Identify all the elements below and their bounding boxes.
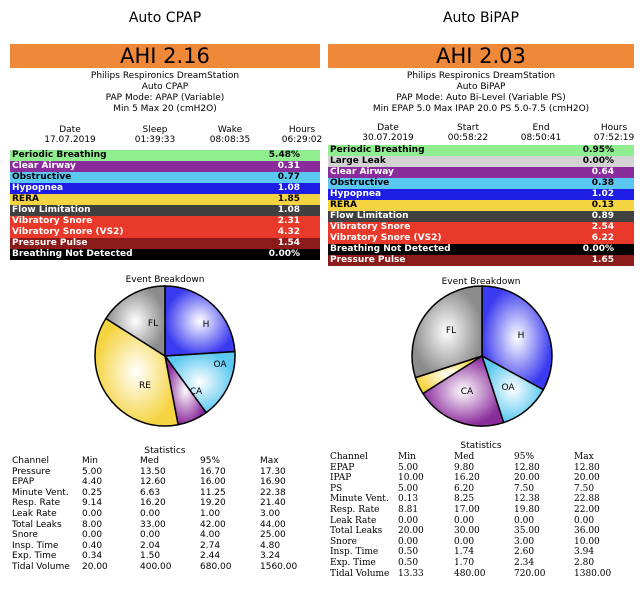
- event-row: [10, 238, 320, 249]
- event-row: [10, 205, 320, 216]
- statistics-header-cell: 95%: [514, 452, 535, 462]
- statistics-cell: 42.00: [200, 519, 226, 530]
- statistics-cell: 6.20: [454, 483, 475, 494]
- statistics-cell: EPAP: [330, 462, 355, 473]
- statistics-cell: 19.80: [514, 504, 540, 515]
- event-row: [328, 145, 634, 156]
- statistics-cell: 0.25: [82, 487, 103, 498]
- statistics-cell: 9.80: [454, 462, 475, 473]
- statistics-cell: 8.25: [454, 494, 475, 505]
- event-label: Pressure Pulse: [330, 255, 406, 265]
- statistics-row: [10, 488, 320, 499]
- event-value: 1.08: [277, 183, 300, 193]
- event-label: Vibratory Snore (VS2): [12, 227, 124, 237]
- session-header-label: Hours: [288, 125, 316, 135]
- statistics-cell: 9.14: [82, 498, 103, 509]
- device-info-line: PAP Mode: Auto Bi-Level (Variable PS): [396, 93, 566, 103]
- statistics-row: [328, 494, 634, 505]
- statistics-cell: 16.20: [454, 473, 480, 484]
- event-label: Obstructive: [12, 172, 72, 182]
- session-header-label: Sleep: [142, 125, 168, 135]
- event-value: 0.89: [591, 211, 614, 221]
- statistics-row: [328, 505, 634, 516]
- statistics-header-cell: Channel: [330, 452, 368, 462]
- event-value: 0.77: [277, 172, 300, 182]
- statistics-cell: 2.34: [514, 557, 535, 568]
- statistics-cell: 4.00: [200, 530, 221, 541]
- statistics-cell: 2.80: [574, 557, 595, 568]
- device-info-line: Auto BiPAP: [456, 82, 506, 92]
- session-header-value: 08:08:35: [209, 135, 251, 145]
- statistics-cell: 36.00: [574, 526, 600, 537]
- event-label: Obstructive: [330, 178, 390, 188]
- session-header-value: 00:58:22: [447, 133, 489, 143]
- device-info-line: Philips Respironics DreamStation: [406, 71, 556, 81]
- statistics-cell: IPAP: [330, 473, 352, 484]
- event-index-list: [328, 145, 634, 266]
- event-label: Flow Limitation: [12, 205, 91, 215]
- statistics-cell: 21.40: [260, 498, 286, 509]
- event-row: [10, 183, 320, 194]
- statistics-cell: 5.00: [398, 462, 419, 473]
- statistics-cell: Minute Vent.: [12, 487, 69, 498]
- statistics-row: [10, 477, 320, 488]
- statistics-row: [328, 569, 634, 580]
- statistics-cell: 2.44: [200, 551, 221, 562]
- statistics-row: [328, 526, 634, 537]
- statistics-cell: Exp. Time: [330, 557, 376, 568]
- event-row: [10, 161, 320, 172]
- statistics-cell: 3.00: [514, 536, 535, 547]
- statistics-cell: Exp. Time: [12, 551, 57, 562]
- event-index-list: [10, 150, 320, 260]
- ahi-banner: AHI 2.16: [10, 44, 320, 68]
- statistics-cell: 20.00: [82, 561, 108, 572]
- event-label: Breathing Not Detected: [12, 249, 133, 259]
- statistics-header-cell: Max: [574, 452, 594, 462]
- event-row: [328, 233, 634, 244]
- statistics-row: [10, 467, 320, 478]
- event-label: Clear Airway: [330, 167, 394, 177]
- statistics-cell: 4.40: [82, 477, 103, 488]
- statistics-title: Statistics: [144, 446, 186, 456]
- statistics-header-cell: Channel: [12, 456, 49, 466]
- session-header-label: Wake: [217, 125, 243, 135]
- pie-slice-label: RE: [139, 381, 151, 391]
- statistics-header-cell: Min: [398, 452, 416, 462]
- event-label: Large Leak: [330, 156, 386, 166]
- event-label: Flow Limitation: [330, 211, 409, 221]
- event-value: 5.48%: [268, 150, 300, 160]
- statistics-cell: 480.00: [454, 568, 486, 579]
- statistics-cell: 16.90: [260, 477, 286, 488]
- statistics-cell: Tidal Volume: [12, 561, 70, 572]
- statistics-cell: 0.00: [398, 515, 419, 526]
- statistics-cell: 22.88: [574, 494, 600, 505]
- statistics-cell: 17.30: [260, 466, 286, 477]
- event-value: 1.54: [277, 238, 300, 248]
- statistics-cell: 7.50: [514, 483, 535, 494]
- event-label: Hypopnea: [330, 189, 382, 199]
- statistics-cell: Tidal Volume: [330, 568, 390, 579]
- event-label: Clear Airway: [12, 161, 76, 171]
- statistics-row: [328, 558, 634, 569]
- event-label: Periodic Breathing: [12, 150, 107, 160]
- panel-title: Auto BiPAP: [442, 10, 519, 26]
- statistics-cell: Pressure: [12, 466, 51, 477]
- device-info-line: Min EPAP 5.0 Max IPAP 20.0 PS 5.0-7.5 (cmH2O): [372, 104, 590, 114]
- statistics-table: [328, 452, 634, 579]
- device-info-line: Auto CPAP: [141, 82, 189, 92]
- statistics-cell: Resp. Rate: [330, 504, 380, 515]
- statistics-cell: 20.00: [514, 473, 540, 484]
- statistics-cell: 10.00: [574, 536, 600, 547]
- event-value: 0.13: [591, 200, 614, 210]
- statistics-cell: 0.50: [398, 547, 419, 558]
- session-header-label: Date: [377, 123, 399, 133]
- event-breakdown-title: Event Breakdown: [441, 277, 521, 287]
- statistics-row: [328, 484, 634, 495]
- statistics-row: [328, 537, 634, 548]
- event-value: 0.64: [591, 167, 614, 177]
- statistics-cell: 10.00: [398, 473, 424, 484]
- statistics-cell: Resp. Rate: [12, 498, 61, 509]
- statistics-cell: 25.00: [260, 530, 286, 541]
- event-row: [10, 194, 320, 205]
- auto-bipap-panel: [328, 0, 634, 596]
- statistics-header-cell: 95%: [200, 456, 221, 466]
- statistics-cell: 6.63: [140, 487, 161, 498]
- event-value: 1.02: [591, 189, 614, 199]
- statistics-header-cell: Med: [454, 452, 475, 462]
- statistics-cell: 0.40: [82, 540, 103, 551]
- event-value: 1.85: [277, 194, 300, 204]
- event-value: 1.08: [277, 205, 300, 215]
- device-info: [10, 71, 320, 115]
- statistics-row: [10, 520, 320, 531]
- event-label: Breathing Not Detected: [330, 244, 451, 254]
- event-value: 4.32: [277, 227, 300, 237]
- pie-slice-label: OA: [213, 360, 227, 370]
- ahi-banner: AHI 2.03: [328, 44, 634, 68]
- statistics-cell: 13.50: [140, 466, 166, 477]
- event-row: [328, 222, 634, 233]
- pie-slice-label: H: [202, 320, 210, 330]
- event-label: RERA: [12, 194, 39, 204]
- statistics-cell: 19.20: [200, 498, 226, 509]
- event-value: 1.65: [591, 255, 614, 265]
- statistics-cell: 33.00: [140, 519, 166, 530]
- statistics-cell: 16.00: [200, 477, 226, 488]
- statistics-cell: 0.00: [398, 536, 419, 547]
- statistics-cell: 16.20: [140, 498, 166, 509]
- statistics-cell: 3.94: [574, 547, 595, 558]
- statistics-cell: Insp. Time: [330, 547, 379, 558]
- statistics-header-cell: Min: [82, 456, 98, 466]
- statistics-row: [10, 498, 320, 509]
- session-header-value: 06:29:02: [281, 135, 323, 145]
- statistics-cell: 0.00: [514, 515, 535, 526]
- event-label: Periodic Breathing: [330, 145, 425, 155]
- statistics-cell: 1.70: [454, 557, 475, 568]
- event-value: 0.00%: [268, 249, 300, 259]
- event-row: [328, 244, 634, 255]
- statistics-cell: 4.80: [260, 540, 281, 551]
- session-header-label: Hours: [600, 123, 628, 133]
- statistics-cell: 35.00: [514, 526, 540, 537]
- statistics-cell: 0.34: [82, 551, 103, 562]
- event-value: 0.95%: [582, 145, 614, 155]
- event-value: 0.00%: [582, 244, 614, 254]
- statistics-cell: PS: [330, 483, 343, 494]
- statistics-cell: Leak Rate: [330, 515, 377, 526]
- event-value: 0.31: [277, 161, 300, 171]
- event-row: [328, 178, 634, 189]
- statistics-cell: 0.00: [82, 508, 103, 519]
- statistics-cell: 12.80: [514, 462, 540, 473]
- pie-slice-label: CA: [460, 387, 474, 397]
- statistics-cell: 1.00: [200, 508, 221, 519]
- statistics-cell: 0.00: [140, 530, 161, 541]
- session-header-label: End: [532, 123, 550, 133]
- statistics-cell: EPAP: [12, 477, 35, 488]
- session-header: [10, 125, 323, 147]
- device-info-line: Min 5 Max 20 (cmH2O): [113, 104, 217, 114]
- statistics-row: [328, 473, 634, 484]
- statistics-cell: 44.00: [260, 519, 286, 530]
- event-label: Vibratory Snore: [12, 216, 93, 226]
- statistics-cell: 0.13: [398, 494, 419, 505]
- statistics-row: [10, 551, 320, 562]
- device-info: [328, 71, 634, 115]
- event-label: Vibratory Snore: [330, 222, 411, 232]
- event-row: [328, 200, 634, 211]
- statistics-cell: 0.00: [454, 515, 475, 526]
- statistics-row: [10, 541, 320, 552]
- event-row: [10, 172, 320, 183]
- statistics-cell: 8.81: [398, 504, 419, 515]
- event-value: 6.22: [591, 233, 614, 243]
- statistics-cell: 3.00: [260, 508, 281, 519]
- statistics-cell: 12.38: [514, 494, 540, 505]
- statistics-header-row: [10, 456, 320, 467]
- statistics-cell: 0.00: [454, 536, 475, 547]
- event-row: [10, 150, 320, 161]
- statistics-header-cell: Max: [260, 456, 279, 466]
- statistics-cell: 20.00: [398, 526, 424, 537]
- statistics-cell: 720.00: [514, 568, 546, 579]
- session-header-label: Start: [457, 123, 479, 133]
- statistics-cell: 20.00: [574, 473, 600, 484]
- statistics-cell: 11.25: [200, 487, 226, 498]
- statistics-cell: 1.50: [140, 551, 161, 562]
- pie-slice-label: H: [517, 331, 525, 341]
- statistics-row: [328, 547, 634, 558]
- event-value: 0.38: [591, 178, 614, 188]
- event-value: 2.31: [277, 216, 300, 226]
- event-breakdown-pie: [10, 276, 320, 436]
- pie-slice: [165, 286, 235, 356]
- pie-slice-label: FL: [445, 326, 457, 336]
- statistics-cell: 13.33: [398, 568, 424, 579]
- statistics-cell: 8.00: [82, 519, 103, 530]
- statistics-cell: Minute Vent.: [330, 494, 389, 505]
- event-row: [10, 249, 320, 260]
- statistics-cell: 1560.00: [260, 561, 298, 572]
- event-row: [10, 216, 320, 227]
- statistics-cell: 1.74: [454, 547, 475, 558]
- statistics-row: [328, 516, 634, 527]
- session-header-value: 08:50:41: [520, 133, 562, 143]
- auto-cpap-panel: [10, 0, 323, 596]
- panel-title: Auto CPAP: [128, 10, 202, 26]
- statistics-cell: 2.60: [514, 547, 535, 558]
- statistics-cell: Total Leaks: [330, 526, 383, 537]
- statistics-cell: 0.50: [398, 557, 419, 568]
- event-breakdown-pie: [328, 276, 638, 436]
- session-header-value: 01:39:33: [134, 135, 176, 145]
- event-row: [328, 255, 634, 266]
- statistics-cell: Insp. Time: [12, 540, 59, 551]
- statistics-cell: Snore: [12, 530, 38, 541]
- event-value: 0.00%: [582, 156, 614, 166]
- event-row: [328, 189, 634, 200]
- event-label: Hypopnea: [12, 183, 64, 193]
- event-row: [10, 227, 320, 238]
- statistics-cell: Leak Rate: [12, 508, 57, 519]
- event-value: 2.54: [591, 222, 614, 232]
- statistics-cell: 7.50: [574, 483, 595, 494]
- event-row: [328, 211, 634, 222]
- session-header-value: 30.07.2019: [362, 133, 414, 143]
- event-row: [328, 167, 634, 178]
- statistics-table: [10, 456, 320, 573]
- pie-slice-label: OA: [501, 383, 515, 393]
- statistics-cell: 2.04: [140, 540, 161, 551]
- statistics-cell: 17.00: [454, 504, 480, 515]
- event-label: Vibratory Snore (VS2): [330, 233, 442, 243]
- statistics-cell: 12.80: [574, 462, 600, 473]
- statistics-title: Statistics: [460, 441, 502, 451]
- statistics-cell: 22.00: [574, 504, 600, 515]
- statistics-cell: 0.00: [140, 508, 161, 519]
- session-header-value: 17.07.2019: [44, 135, 96, 145]
- event-row: [328, 156, 634, 167]
- statistics-cell: 680.00: [200, 561, 232, 572]
- event-label: RERA: [330, 200, 357, 210]
- statistics-cell: 2.74: [200, 540, 221, 551]
- statistics-cell: 5.00: [82, 466, 103, 477]
- statistics-cell: 12.60: [140, 477, 166, 488]
- statistics-cell: 5.00: [398, 483, 419, 494]
- pie-slice-label: CA: [189, 387, 203, 397]
- statistics-row: [328, 463, 634, 474]
- pie-slice-label: FL: [147, 319, 159, 329]
- device-info-line: PAP Mode: APAP (Variable): [105, 93, 225, 103]
- device-info-line: Philips Respironics DreamStation: [90, 71, 240, 81]
- event-breakdown-title: Event Breakdown: [125, 275, 205, 285]
- session-header: [328, 123, 634, 145]
- statistics-cell: 400.00: [140, 561, 172, 572]
- session-header-label: Date: [59, 125, 81, 135]
- statistics-row: [10, 530, 320, 541]
- statistics-cell: Snore: [330, 536, 358, 547]
- statistics-row: [10, 562, 320, 573]
- statistics-header-row: [328, 452, 634, 463]
- statistics-cell: Total Leaks: [12, 519, 62, 530]
- statistics-cell: 16.70: [200, 466, 226, 477]
- statistics-cell: 3.24: [260, 551, 281, 562]
- statistics-cell: 1380.00: [574, 568, 612, 579]
- statistics-header-cell: Med: [140, 456, 160, 466]
- session-header-value: 07:52:19: [593, 133, 635, 143]
- statistics-cell: 30.00: [454, 526, 480, 537]
- statistics-cell: 0.00: [82, 530, 103, 541]
- statistics-cell: 0.00: [574, 515, 595, 526]
- statistics-row: [10, 509, 320, 520]
- statistics-cell: 22.38: [260, 487, 286, 498]
- event-label: Pressure Pulse: [12, 238, 88, 248]
